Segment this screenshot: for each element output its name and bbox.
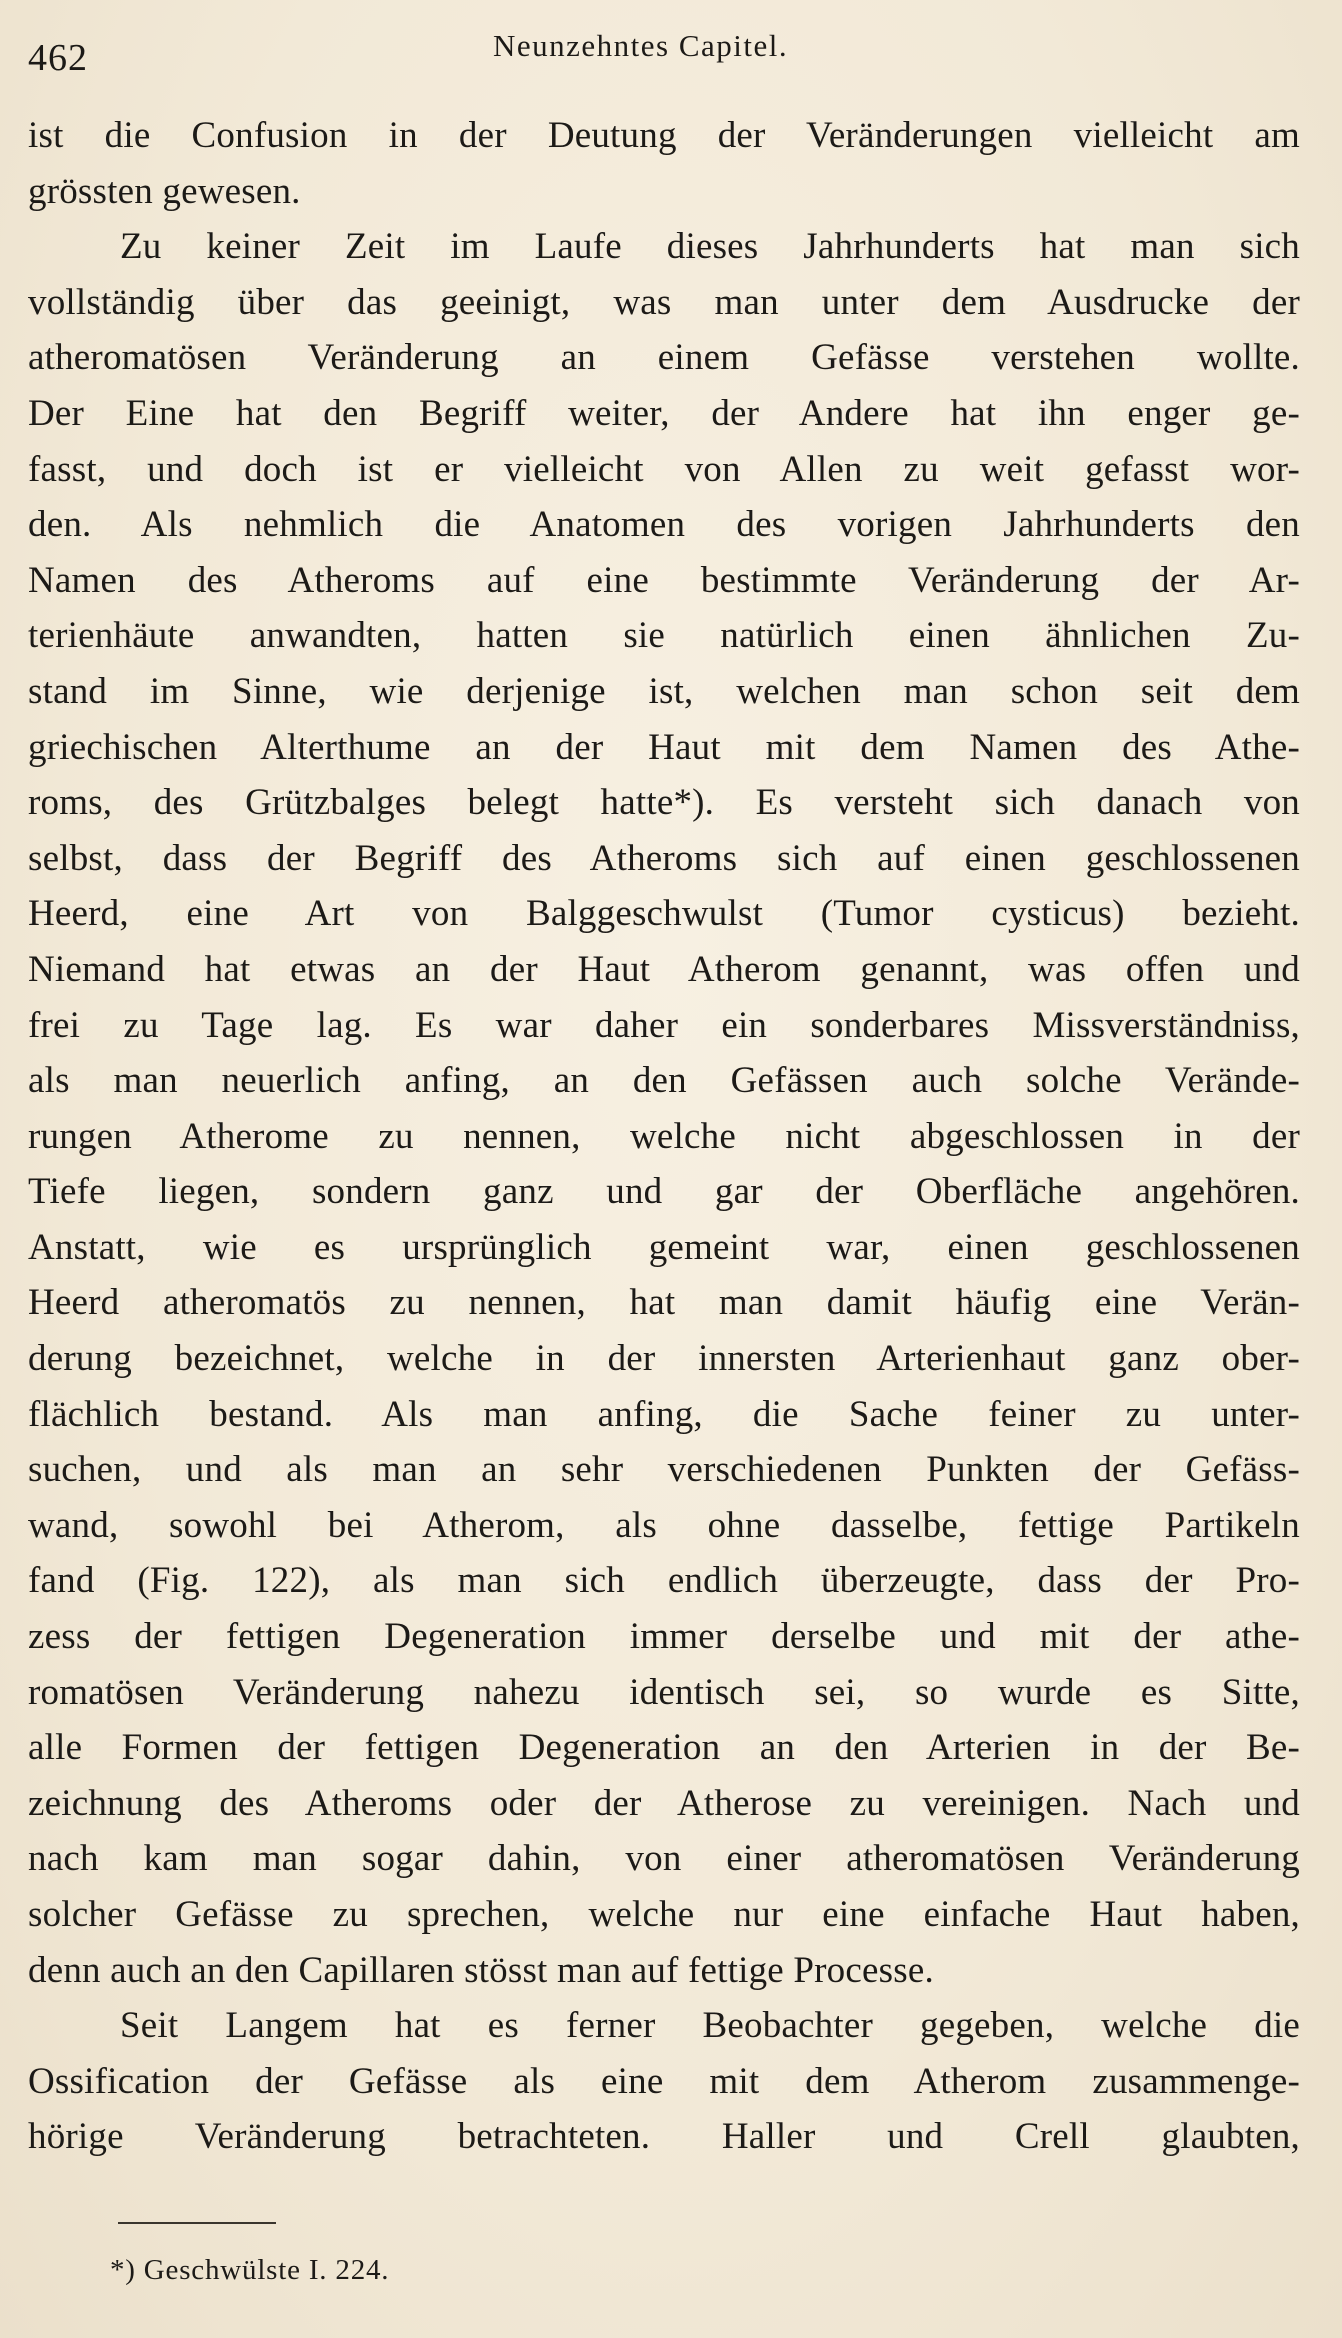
text-line: vollständig über das geeinigt, was man unter dem Ausdrucke der — [28, 281, 1300, 323]
text-line: Heerd atheromatös zu nennen, hat man damit häufig eine Verän- — [28, 1282, 1300, 1324]
text-line: Anstatt, wie es ursprünglich gemeint war, einen geschlossenen — [28, 1226, 1300, 1268]
text-line: Heerd, eine Art von Balggeschwulst (Tumor cysticus) bezieht. — [28, 893, 1300, 935]
text-line: Ossification der Gefässe als eine mit dem Atherom zusammenge- — [28, 2060, 1300, 2102]
text-line: suchen, und als man an sehr verschiedenen Punkten der Gefäss- — [28, 1449, 1300, 1491]
text-line: alle Formen der fettigen Degeneration an den Arterien in der Be- — [28, 1727, 1300, 1769]
text-line: fand (Fig. 122), als man sich endlich überzeugte, dass der Pro- — [28, 1560, 1300, 1602]
text-line: ist die Confusion in der Deutung der Veränderungen vielleicht am — [28, 115, 1300, 156]
footnote: *) Geschwülste I. 224. — [110, 2254, 390, 2286]
text-line: stand im Sinne, wie derjenige ist, welchen man schon seit dem — [28, 670, 1300, 712]
text-line: griechischen Alterthume an der Haut mit dem Namen des Athe- — [28, 726, 1300, 768]
text-line: rungen Atherome zu nennen, welche nicht abgeschlossen in der — [28, 1115, 1300, 1157]
text-line: derung bezeichnet, welche in der innersten Arterienhaut ganz ober- — [28, 1338, 1300, 1380]
text-line: den. Als nehmlich die Anatomen des vorigen Jahrhunderts den — [28, 504, 1300, 546]
page-header — [28, 28, 1318, 88]
text-line: als man neuerlich anfing, an den Gefässen auch solche Verände- — [28, 1060, 1300, 1102]
text-line: denn auch an den Capillaren stösst man auf fettige Processe. — [28, 1949, 934, 1991]
text-line: flächlich bestand. Als man anfing, die Sache feiner zu unter- — [28, 1393, 1300, 1435]
text-line: zeichnung des Atheroms oder der Atherose zu vereinigen. Nach und — [28, 1782, 1300, 1824]
text-line: atheromatösen Veränderung an einem Gefässe verstehen wollte. — [28, 337, 1300, 379]
running-head: Neunzehntes Capitel. — [493, 28, 789, 63]
text-line: frei zu Tage lag. Es war daher ein sonderbares Missverständniss, — [28, 1004, 1300, 1046]
body-text — [28, 108, 1300, 2165]
text-line: Namen des Atheroms auf eine bestimmte Veränderung der Ar- — [28, 559, 1300, 601]
text-line: selbst, dass der Begriff des Atheroms sich auf einen geschlossenen — [28, 837, 1300, 879]
text-line: grössten gewesen. — [28, 170, 301, 212]
page-number: 462 — [28, 37, 88, 79]
text-line: terienhäute anwandten, hatten sie natürlich einen ähnlichen Zu- — [28, 615, 1300, 657]
footnote-divider — [118, 2222, 276, 2224]
text-line: zess der fettigen Degeneration immer derselbe und mit der athe- — [28, 1616, 1300, 1658]
text-line: Tiefe liegen, sondern ganz und gar der Oberfläche angehören. — [28, 1171, 1300, 1213]
text-line: fasst, und doch ist er vielleicht von Allen zu weit gefasst wor- — [28, 448, 1300, 490]
text-line: Der Eine hat den Begriff weiter, der Andere hat ihn enger ge- — [28, 392, 1300, 434]
text-line: Seit Langem hat es ferner Beobachter gegeben, welche die — [120, 2005, 1300, 2047]
text-line: romatösen Veränderung nahezu identisch sei, so wurde es Sitte, — [28, 1671, 1300, 1713]
text-line: hörige Veränderung betrachteten. Haller und Crell glaubten, — [28, 2116, 1300, 2158]
text-line: Niemand hat etwas an der Haut Atherom genannt, was offen und — [28, 948, 1300, 990]
text-line: wand, sowohl bei Atherom, als ohne dasselbe, fettige Partikeln — [28, 1504, 1300, 1546]
text-line: roms, des Grützbalges belegt hatte*). Es versteht sich danach von — [28, 782, 1300, 824]
text-line: nach kam man sogar dahin, von einer atheromatösen Veränderung — [28, 1838, 1300, 1880]
text-line: solcher Gefässe zu sprechen, welche nur eine einfache Haut haben, — [28, 1894, 1300, 1935]
text-line: Zu keiner Zeit im Laufe dieses Jahrhunderts hat man sich — [120, 226, 1300, 268]
